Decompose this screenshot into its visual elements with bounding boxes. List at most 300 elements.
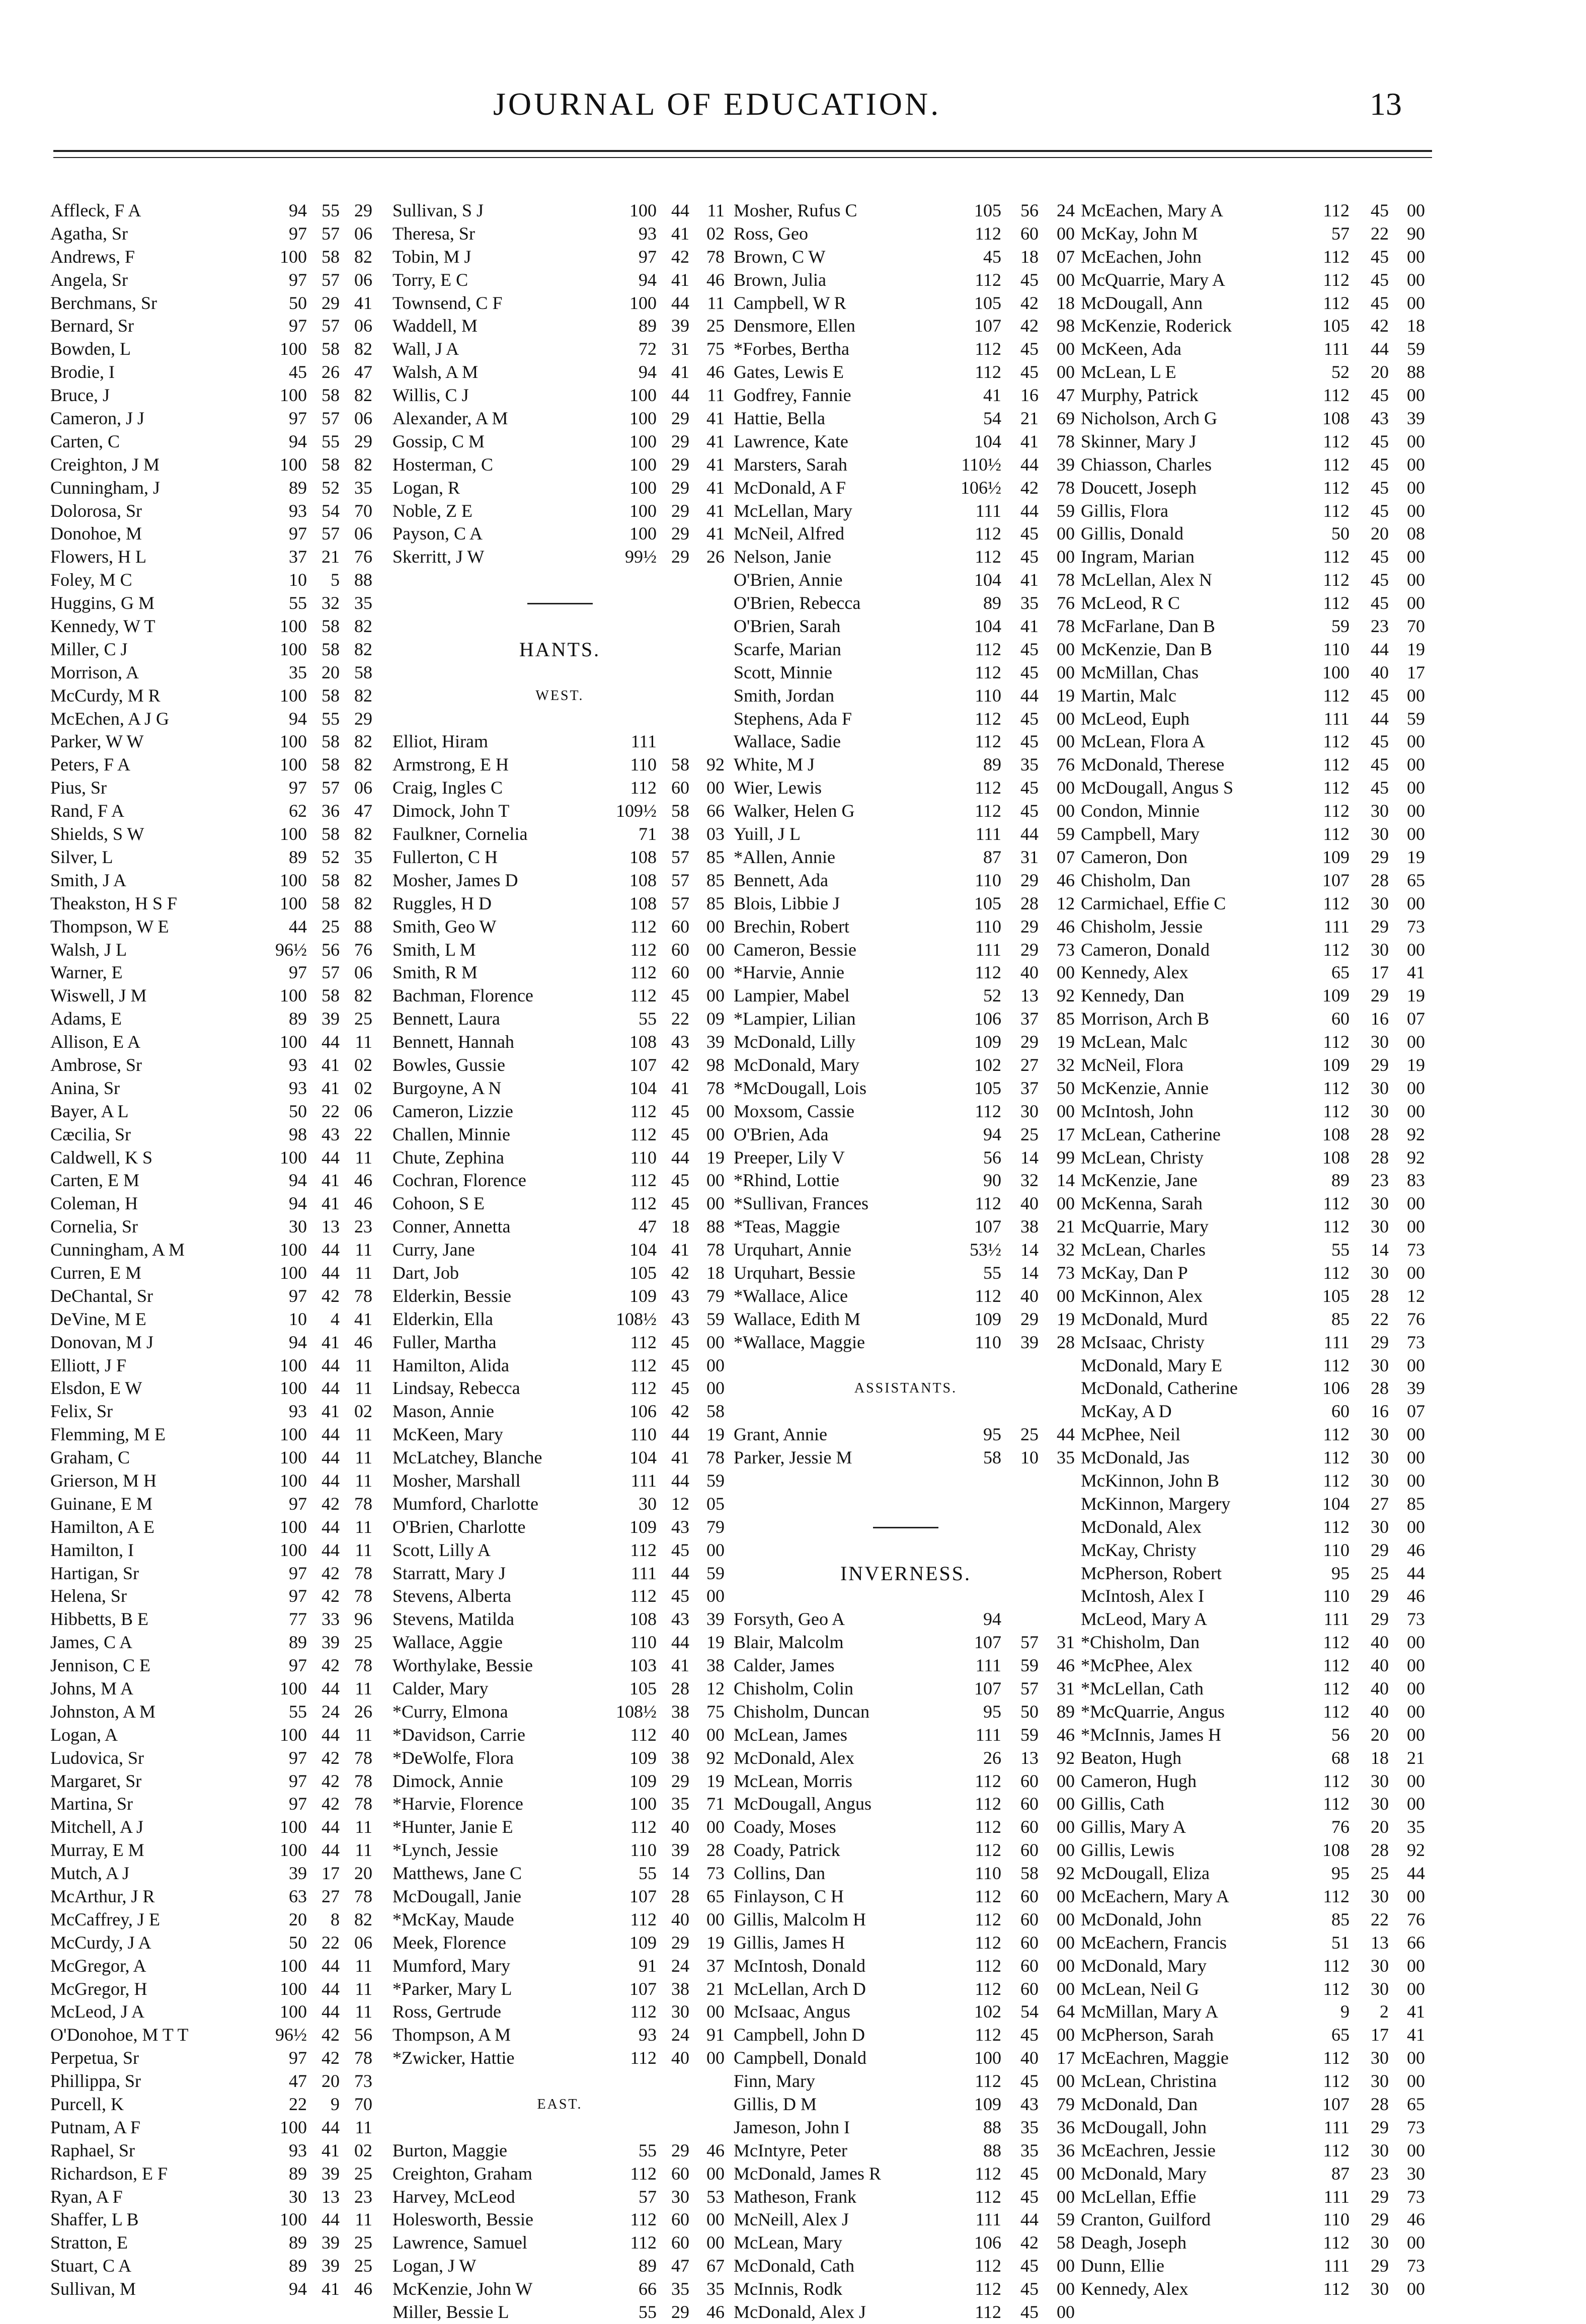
list-item: [734, 708, 1078, 731]
list-item: [1081, 684, 1443, 708]
list-item: [1081, 1539, 1443, 1562]
list-item: [1081, 1885, 1443, 1908]
list-item: [392, 1978, 727, 2001]
list-item: [392, 1955, 727, 1978]
grant-dollars: 29: [1371, 846, 1389, 867]
grant-cents: 00: [706, 1124, 725, 1144]
days-taught: 44: [289, 916, 307, 937]
grant-dollars: 45: [1371, 385, 1389, 406]
grant-cents: 25: [354, 2256, 372, 2276]
grant-cents: 73: [1407, 1240, 1425, 1260]
grant-cents: 98: [706, 1054, 725, 1075]
days-taught: 100: [629, 385, 657, 406]
list-item: [1081, 2278, 1443, 2301]
grant-dollars: 60: [1020, 1817, 1039, 1837]
grant-dollars: 39: [671, 316, 689, 336]
heading-text: ASSISTANTS.: [854, 1380, 958, 1397]
grant-dollars: 45: [1020, 339, 1039, 359]
teacher-name: Ruggles, H D: [392, 893, 492, 913]
grant-cents: 76: [354, 939, 372, 960]
grant-dollars: 41: [671, 362, 689, 382]
teacher-name: Mosher, Marshall: [392, 1470, 521, 1491]
grant-cents: 82: [354, 824, 372, 844]
grant-cents: 18: [1407, 316, 1425, 336]
days-taught: 93: [289, 1077, 307, 1098]
grant-dollars: 29: [1020, 916, 1039, 937]
grant-cents: 00: [1057, 662, 1075, 682]
teacher-name: McLean, James: [734, 1724, 847, 1745]
grant-cents: 73: [1407, 2186, 1425, 2207]
days-taught: 112: [1323, 1632, 1350, 1653]
days-taught: 106: [1322, 1378, 1350, 1399]
grant-dollars: 43: [671, 1516, 689, 1537]
grant-cents: 11: [355, 1470, 372, 1491]
days-taught: 111: [975, 939, 1001, 960]
grant-cents: 46: [354, 1170, 372, 1191]
grant-dollars: 45: [1020, 523, 1039, 544]
days-taught: 112: [975, 547, 1001, 567]
grant-dollars: 42: [671, 1262, 689, 1283]
days-taught: 106: [974, 1009, 1001, 1029]
list-item: [392, 1400, 727, 1423]
grant-cents: 41: [354, 292, 372, 313]
teacher-name: Waddell, M: [392, 316, 478, 336]
grant-cents: 78: [354, 1586, 372, 1606]
list-item: [50, 1955, 372, 1978]
spacer: [734, 1539, 1078, 1562]
teacher-name: Stratton, E: [50, 2232, 128, 2253]
days-taught: 111: [1323, 708, 1350, 729]
grant-cents: 00: [1407, 731, 1425, 752]
teacher-name: *Teas, Maggie: [734, 1216, 840, 1237]
grant-cents: 00: [1057, 362, 1075, 382]
grant-cents: 17: [1057, 1124, 1075, 1144]
teacher-name: *Wallace, Alice: [734, 1285, 848, 1306]
days-taught: 50: [1331, 523, 1350, 544]
days-taught: 55: [289, 1701, 307, 1722]
teacher-name: Graham, C: [50, 1447, 130, 1468]
grant-cents: 70: [1407, 616, 1425, 637]
days-taught: 112: [1323, 200, 1350, 220]
days-taught: 106½: [961, 477, 1001, 498]
grant-cents: 00: [1407, 246, 1425, 267]
teacher-name: Bowden, L: [50, 339, 131, 359]
grant-cents: 00: [1407, 685, 1425, 706]
grant-dollars: 40: [671, 2048, 689, 2068]
list-item: [392, 1862, 727, 1885]
grant-cents: 69: [1057, 408, 1075, 429]
list-item: [50, 199, 372, 222]
grant-dollars: 24: [671, 2025, 689, 2045]
list-item: [1081, 638, 1443, 661]
days-taught: 112: [975, 1285, 1001, 1306]
list-item: [734, 246, 1078, 269]
teacher-name: Chisholm, Colin: [734, 1678, 854, 1698]
teacher-name: McDonald, Alex J: [734, 2302, 866, 2322]
list-item: [50, 1054, 372, 1077]
list-item: [1081, 846, 1443, 869]
grant-dollars: 45: [1371, 593, 1389, 613]
list-item: [1081, 2024, 1443, 2047]
grant-cents: 00: [1407, 200, 1425, 220]
grant-cents: 82: [354, 1909, 372, 1929]
list-item: [50, 1192, 372, 1215]
days-taught: 100: [280, 454, 307, 475]
teacher-name: Martin, Malc: [1081, 685, 1176, 706]
grant-dollars: 40: [1371, 1655, 1389, 1676]
grant-dollars: 39: [322, 2163, 340, 2184]
grant-dollars: 30: [1371, 2279, 1389, 2299]
grant-dollars: 45: [671, 1124, 689, 1144]
grant-dollars: 30: [1371, 2071, 1389, 2091]
days-taught: 102: [974, 2001, 1001, 2022]
list-item: [392, 1631, 727, 1654]
days-taught: 97: [289, 1285, 307, 1306]
list-item: [734, 1608, 1078, 1631]
grant-dollars: 30: [1371, 1886, 1389, 1907]
days-taught: 112: [975, 1794, 1001, 1814]
grant-cents: 29: [354, 708, 372, 729]
list-item: [734, 1285, 1078, 1308]
grant-dollars: 30: [1371, 893, 1389, 913]
days-taught: 112: [1323, 1032, 1350, 1052]
grant-cents: 06: [354, 316, 372, 336]
teacher-name: Kennedy, Alex: [1081, 962, 1188, 983]
grant-dollars: 30: [1371, 939, 1389, 960]
grant-cents: 00: [1407, 547, 1425, 567]
grant-dollars: 16: [1371, 1401, 1389, 1422]
teacher-name: Ludovica, Sr: [50, 1747, 144, 1768]
list-item: [392, 269, 727, 292]
teacher-name: Carmichael, Effie C: [1081, 893, 1226, 913]
list-item: [50, 753, 372, 777]
list-item: [392, 430, 727, 453]
grant-cents: 28: [706, 1840, 725, 1861]
days-taught: 100: [629, 431, 657, 451]
list-item: [50, 1816, 372, 1839]
grant-cents: 00: [1057, 1955, 1075, 1976]
list-item: [734, 315, 1078, 338]
grant-cents: 46: [1057, 870, 1075, 890]
grant-cents: 30: [1407, 2163, 1425, 2184]
grant-dollars: 45: [1020, 778, 1039, 798]
days-taught: 112: [630, 2001, 657, 2022]
teacher-name: Torry, E C: [392, 269, 468, 290]
days-taught: 22: [289, 2094, 307, 2115]
grant-cents: 19: [1407, 639, 1425, 659]
teacher-name: McPherson, Sarah: [1081, 2025, 1214, 2045]
days-taught: 55: [639, 2302, 657, 2322]
grant-dollars: 57: [1020, 1632, 1039, 1653]
list-item: [1081, 569, 1443, 592]
teacher-name: McLellan, Effie: [1081, 2186, 1197, 2207]
grant-cents: 32: [1057, 1054, 1075, 1075]
teacher-name: Peters, F A: [50, 754, 131, 775]
grant-cents: 88: [706, 1216, 725, 1237]
days-taught: 94: [289, 200, 307, 220]
days-taught: 110: [1323, 1539, 1350, 1560]
list-item: [392, 1285, 727, 1308]
list-item: [1081, 1008, 1443, 1031]
grant-dollars: 58: [671, 801, 689, 821]
grant-cents: 00: [1407, 431, 1425, 451]
days-taught: 62: [289, 801, 307, 821]
list-item: [1081, 1631, 1443, 1654]
heading-text: WEST.: [535, 687, 584, 704]
teacher-name: McDonald, John: [1081, 1909, 1202, 1929]
teacher-name: Hibbetts, B E: [50, 1609, 148, 1630]
grant-cents: 46: [1057, 916, 1075, 937]
teacher-name: McLean, Charles: [1081, 1240, 1206, 1260]
grant-cents: 00: [1407, 1516, 1425, 1537]
grant-cents: 73: [1407, 1332, 1425, 1352]
list-item: [1081, 1354, 1443, 1377]
days-taught: 112: [630, 1101, 657, 1121]
grant-dollars: 40: [1371, 1678, 1389, 1698]
days-taught: 93: [289, 1401, 307, 1422]
grant-dollars: 29: [1371, 916, 1389, 937]
days-taught: 97: [289, 1586, 307, 1606]
grant-dollars: 45: [671, 1193, 689, 1214]
days-taught: 112: [975, 339, 1001, 359]
grant-dollars: 35: [671, 2279, 689, 2299]
teacher-name: Lampier, Mabel: [734, 985, 850, 1006]
list-item: [50, 2024, 372, 2047]
list-item: [392, 961, 727, 984]
list-item: [734, 1054, 1078, 1077]
grant-dollars: 60: [1020, 1886, 1039, 1907]
list-item: [392, 407, 727, 430]
spacer: [734, 1585, 1078, 1608]
grant-cents: 78: [354, 2048, 372, 2068]
grant-dollars: 40: [1020, 1193, 1039, 1214]
days-taught: 55: [1331, 1240, 1350, 1260]
grant-dollars: 41: [671, 223, 689, 244]
list-item: [392, 292, 727, 315]
list-item: [392, 984, 727, 1008]
grant-dollars: 13: [1020, 985, 1039, 1006]
days-taught: 90: [983, 1170, 1001, 1191]
teacher-name: Andrews, F: [50, 246, 135, 267]
teacher-name: *McInnis, James H: [1081, 1724, 1221, 1745]
days-taught: 112: [1323, 2279, 1350, 2299]
days-taught: 71: [639, 824, 657, 844]
teacher-name: McDougall, John: [1081, 2117, 1207, 2137]
days-taught: 112: [1323, 454, 1350, 475]
days-taught: 97: [289, 1747, 307, 1768]
divider-line: [873, 1527, 938, 1528]
grant-dollars: 60: [1020, 1770, 1039, 1791]
list-item: [734, 1146, 1078, 1170]
grant-dollars: 41: [322, 1401, 340, 1422]
list-item: [392, 1654, 727, 1677]
grant-dollars: 45: [1371, 685, 1389, 706]
list-item: [1081, 1285, 1443, 1308]
grant-dollars: 28: [1371, 1124, 1389, 1144]
grant-cents: 00: [1057, 731, 1075, 752]
grant-dollars: 44: [322, 1032, 340, 1052]
list-item: [50, 1839, 372, 1862]
teacher-name: McDougall, Janie: [392, 1886, 521, 1907]
list-item: [734, 1793, 1078, 1816]
grant-cents: 85: [1057, 1009, 1075, 1029]
grant-cents: 78: [1057, 431, 1075, 451]
list-item: [734, 1031, 1078, 1054]
grant-dollars: 29: [1371, 2117, 1389, 2137]
teacher-name: Deagh, Joseph: [1081, 2232, 1186, 2253]
grant-dollars: 45: [1371, 547, 1389, 567]
days-taught: 106: [974, 2232, 1001, 2253]
teacher-name: Conner, Annetta: [392, 1216, 511, 1237]
list-item: [1081, 2208, 1443, 2231]
teacher-name: Chisholm, Dan: [1081, 870, 1191, 890]
list-item: [1081, 2186, 1443, 2209]
grant-cents: 78: [1057, 477, 1075, 498]
grant-dollars: 29: [1371, 1609, 1389, 1630]
teacher-name: Scott, Minnie: [734, 662, 832, 682]
grant-dollars: 29: [1371, 985, 1389, 1006]
days-taught: 107: [629, 1054, 657, 1075]
heading-text: HANTS.: [519, 638, 601, 661]
teacher-name: Smith, R M: [392, 962, 478, 983]
list-item: [50, 2255, 372, 2278]
grant-dollars: 39: [671, 1840, 689, 1861]
teacher-name: James, C A: [50, 1632, 133, 1653]
days-taught: 112: [1323, 2071, 1350, 2091]
grant-dollars: 44: [322, 1955, 340, 1976]
grant-dollars: 44: [322, 1424, 340, 1445]
grant-cents: 82: [354, 685, 372, 706]
list-item: [1081, 477, 1443, 500]
grant-cents: 00: [1057, 339, 1075, 359]
grant-cents: 31: [1057, 1632, 1075, 1653]
list-item: [50, 361, 372, 384]
list-item: [392, 522, 727, 546]
days-taught: 97: [289, 223, 307, 244]
days-taught: 93: [639, 2025, 657, 2045]
teacher-name: McLeod, J A: [50, 2001, 144, 2022]
days-taught: 112: [1323, 269, 1350, 290]
days-taught: 112: [975, 1886, 1001, 1907]
grant-cents: 00: [706, 1586, 725, 1606]
grant-cents: 19: [706, 1632, 725, 1653]
grant-cents: 41: [706, 500, 725, 521]
list-item: [734, 453, 1078, 477]
teacher-name: Dart, Job: [392, 1262, 459, 1283]
teacher-name: *DeWolfe, Flora: [392, 1747, 514, 1768]
grant-dollars: 30: [1371, 1516, 1389, 1537]
teacher-name: Bruce, J: [50, 385, 110, 406]
grant-dollars: 13: [322, 2186, 340, 2207]
days-taught: 88: [983, 2140, 1001, 2160]
teacher-name: McEachen, Mary A: [1081, 200, 1223, 220]
grant-cents: 17: [1057, 2048, 1075, 2068]
grant-cents: 41: [1407, 962, 1425, 983]
spacer: [734, 1400, 1078, 1423]
grant-dollars: 44: [671, 1470, 689, 1491]
teacher-name: Agatha, Sr: [50, 223, 128, 244]
grant-cents: 00: [1407, 1978, 1425, 1999]
days-taught: 94: [639, 362, 657, 382]
days-taught: 110: [1323, 1586, 1350, 1606]
teacher-name: Elsdon, E W: [50, 1378, 142, 1399]
grant-dollars: 30: [1371, 1216, 1389, 1237]
teacher-name: Elderkin, Ella: [392, 1308, 493, 1329]
grant-dollars: 41: [671, 1240, 689, 1260]
teacher-name: McIntosh, Donald: [734, 1955, 865, 1976]
list-item: [50, 2000, 372, 2024]
grant-cents: 19: [1057, 1032, 1075, 1052]
teacher-name: Helena, Sr: [50, 1586, 127, 1606]
grant-dollars: 22: [1371, 223, 1389, 244]
grant-cents: 65: [706, 1886, 725, 1907]
days-taught: 93: [289, 2140, 307, 2160]
teacher-name: McDonald, Alex: [1081, 1516, 1202, 1537]
grant-cents: 00: [706, 1101, 725, 1121]
grant-cents: 02: [354, 2140, 372, 2160]
teacher-name: McDougall, Angus S: [1081, 778, 1234, 798]
grant-cents: 00: [1407, 1470, 1425, 1491]
teacher-name: Matheson, Frank: [734, 2186, 856, 2207]
list-item: [50, 800, 372, 823]
teacher-name: McLatchey, Blanche: [392, 1447, 542, 1468]
grant-cents: 59: [706, 1563, 725, 1583]
grant-cents: 00: [1407, 824, 1425, 844]
grant-cents: 59: [1407, 708, 1425, 729]
days-taught: 95: [983, 1701, 1001, 1722]
teacher-name: Chisholm, Duncan: [734, 1701, 869, 1722]
list-item: [1081, 199, 1443, 222]
teacher-name: McKenzie, John W: [392, 2279, 533, 2299]
grant-dollars: 42: [322, 1586, 340, 1606]
grant-dollars: 41: [322, 1193, 340, 1214]
list-item: [734, 1077, 1078, 1100]
grant-cents: 00: [1057, 1770, 1075, 1791]
teacher-name: Logan, A: [50, 1724, 118, 1745]
grant-cents: 79: [1057, 2094, 1075, 2115]
grant-dollars: 60: [671, 2163, 689, 2184]
days-taught: 89: [1331, 1170, 1350, 1191]
teacher-name: *McQuarrie, Angus: [1081, 1701, 1225, 1722]
grant-cents: 00: [1407, 2140, 1425, 2160]
teacher-name: Willis, C J: [392, 385, 469, 406]
grant-dollars: 29: [1371, 1539, 1389, 1560]
list-item: [392, 1262, 727, 1285]
teacher-name: Thompson, W E: [50, 916, 169, 937]
days-taught: 112: [1323, 292, 1350, 313]
grant-cents: 00: [1407, 1632, 1425, 1653]
grant-dollars: 44: [322, 2117, 340, 2137]
days-taught: 112: [630, 1378, 657, 1399]
list-item: [734, 222, 1078, 246]
days-taught: 112: [1323, 1447, 1350, 1468]
days-taught: 112: [975, 1955, 1001, 1976]
list-item: [50, 246, 372, 269]
grant-cents: 11: [355, 1724, 372, 1745]
list-item: [1081, 823, 1443, 846]
grant-cents: 00: [706, 1817, 725, 1837]
grant-dollars: 16: [1371, 1009, 1389, 1029]
teacher-name: Matthews, Jane C: [392, 1863, 522, 1884]
grant-cents: 07: [1407, 1401, 1425, 1422]
list-item: [734, 823, 1078, 846]
list-item: [50, 846, 372, 869]
days-taught: 65: [1331, 962, 1350, 983]
grant-cents: 65: [1407, 870, 1425, 890]
teacher-name: Cochran, Florence: [392, 1170, 526, 1191]
grant-cents: 00: [1407, 454, 1425, 475]
teacher-name: Caldwell, K S: [50, 1147, 152, 1168]
